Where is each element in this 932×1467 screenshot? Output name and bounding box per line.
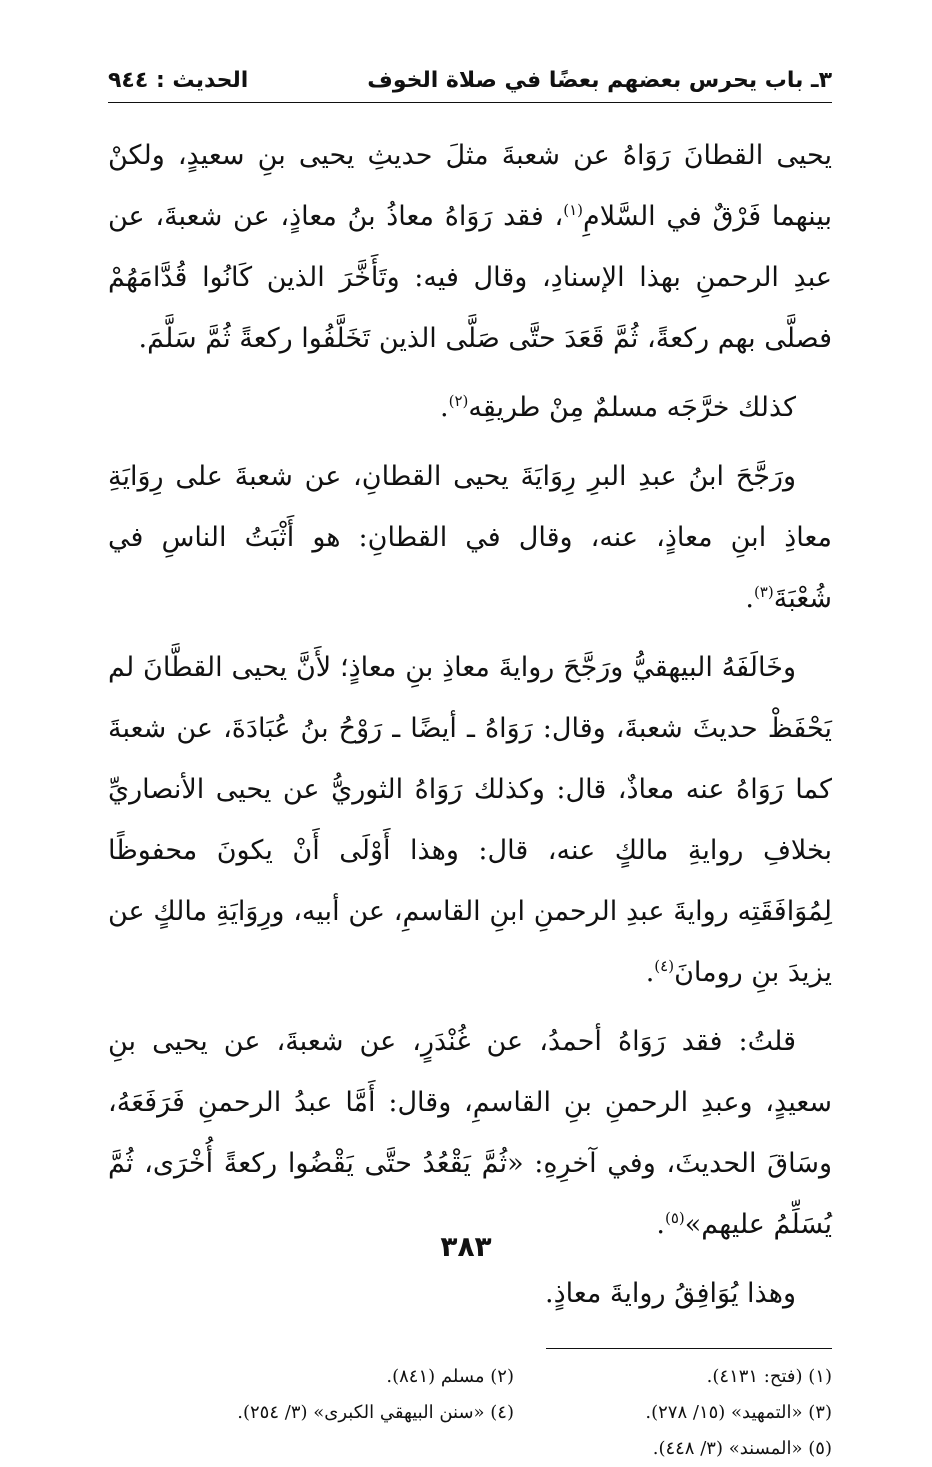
footnote-marker: (٥) xyxy=(664,1209,685,1227)
footnote-marker: (٣) xyxy=(753,583,774,601)
footnote-entry: (٢) مسلم (٨٤١). xyxy=(386,1366,514,1387)
paragraph xyxy=(108,1263,832,1324)
main-text xyxy=(108,125,832,1324)
paragraph xyxy=(108,377,832,438)
paragraph-text: . xyxy=(645,957,655,988)
footnote-marker: (١) xyxy=(563,201,584,219)
footnotes xyxy=(108,1359,832,1467)
page-number: ٣٨٣ xyxy=(440,1230,492,1263)
paragraph xyxy=(108,125,832,369)
running-header xyxy=(108,60,832,100)
paragraph-text: . xyxy=(440,392,449,423)
footnote-row xyxy=(108,1395,832,1431)
hadith-number: الحديث : ٩٤٤ xyxy=(108,67,249,93)
footnote-entry: (٤) «سنن البيهقي الكبرى» (٣/ ٢٥٤). xyxy=(237,1402,514,1423)
paragraph-text: . xyxy=(656,1209,665,1240)
paragraph-text: ، فقد رَوَاهُ معاذُ بنُ معاذٍ، عن شعبةَ، عن عبدِ الرحمنِ بهذا الإسنادِ، وقال فيه: وتَأَخَّرَ الذين كَانُوا قُدَّامَهُمْ فصلَّى بهم ركعةً، ثُمَّ قَعَدَ حتَّى صَلَّى الذين تَخَلَّفُوا ركعةً ثُمَّ سَلَّمَ. xyxy=(108,201,832,354)
paragraph-text: ورَجَّحَ ابنُ عبدِ البرِ رِوَايَةَ يحيى القطانِ، عن شعبةَ على رِوَايَةِ معاذِ ابنِ معاذٍ، عنه، وقال في القطانِ: هو أَثْبَتُ الناسِ في شُعْبَةَ xyxy=(108,461,832,614)
footnote-entry: (٣) «التمهيد» (١٥/ ٢٧٨). xyxy=(645,1402,832,1423)
footnote-row xyxy=(108,1431,832,1467)
paragraph-text: وهذا يُوَافِقُ روايةَ معاذٍ. xyxy=(545,1278,796,1309)
footnote-entry xyxy=(196,1431,514,1467)
paragraph xyxy=(108,637,832,1003)
footnote-divider xyxy=(546,1348,832,1349)
paragraph xyxy=(108,446,832,629)
footnote-row xyxy=(108,1359,832,1395)
paragraph-text: وخَالَفَهُ البيهقيُّ ورَجَّحَ روايةَ معاذِ بنِ معاذٍ؛ لأَنَّ يحيى القطَّانَ لم يَحْفَظْ حديثَ شعبةَ، وقال: رَوَاهُ ـ أيضًا ـ رَوْحُ بنُ عُبَادَةَ، عن شعبةَ كما رَوَاهُ عنه معاذٌ، قال: وكذلك رَوَاهُ الثوريُّ عن يحيى الأنصاريِّ بخلافِ روايةِ مالكٍ عنه، قال: وهذا أَوْلَى أَنْ يكونَ محفوظًا لِمُوَافَقَتِه روايةَ عبدِ الرحمنِ ابنِ القاسمِ، عن أبيه، ورِوَايَةِ مالكٍ عن يزيدَ بنِ رومانَ xyxy=(108,652,832,988)
chapter-title: ٣ـ باب يحرس بعضهم بعضًا في صلاة الخوف xyxy=(367,67,832,93)
paragraph-text: . xyxy=(745,583,754,614)
paragraph-text: قلتُ: فقد رَوَاهُ أحمدُ، عن غُنْدَرٍ، عن شعبةَ، عن يحيى بنِ سعيدٍ، وعبدِ الرحمنِ بنِ القاسمِ، وقال: أَمَّا عبدُ الرحمنِ فَرَفَعَهُ، وسَاقَ الحديثَ، وفي آخرِهِ: «ثُمَّ يَقْعُدُ حتَّى يَقْضُوا ركعةً أُخْرَى، ثُمَّ يُسَلِّمُ عليهم» xyxy=(108,1026,832,1240)
footnote-entry: (٥) «المسند» (٣/ ٤٤٨). xyxy=(652,1438,832,1459)
footnote-marker: (٤) xyxy=(654,957,675,975)
footnote-marker: (٢) xyxy=(448,392,469,410)
book-page xyxy=(108,60,832,1459)
paragraph xyxy=(108,1011,832,1255)
paragraph-text: يحيى القطانَ رَوَاهُ عن شعبةَ مثلَ حديثِ يحيى بنِ سعيدٍ، ولكنْ بينهما فَرْقٌ في السَّلامِ xyxy=(108,140,832,232)
paragraph-text: كذلك خرَّجَه مسلمٌ مِنْ طريقِه xyxy=(468,392,796,423)
footnote-entry: (١) (فتح: ٤١٣١). xyxy=(706,1366,832,1387)
header-divider xyxy=(108,102,832,103)
